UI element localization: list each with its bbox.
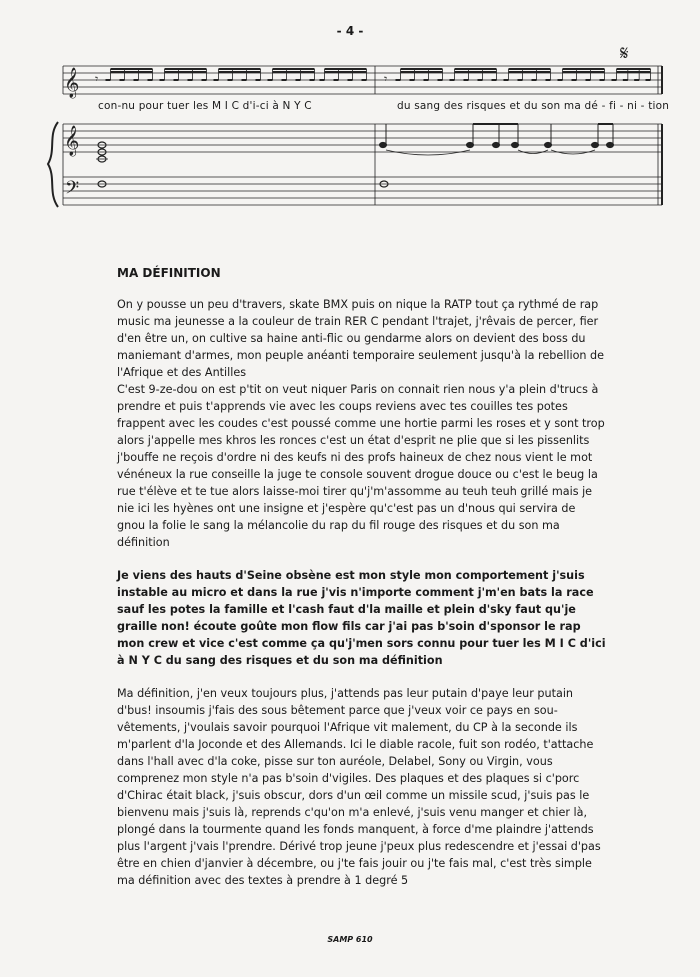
paragraph-verse-1a: On y pousse un peu d'travers, skate BMX puis on nique la RATP tout ça rythmé de rap music ma jeunesse a la couleur de train RER C pendant l'trajet, j'rêvais de percer, fier d'en être un, on cultive sa haine anti-flic ou gendarme alors on devient des boss du maniemant d'armes, mon peuple anéanti temporaire seulement jusqu'à la rebellion de l'Afrique et des Antilles: [117, 298, 605, 379]
bass-clef-icon: 𝄢: [65, 178, 80, 203]
svg-text:𝄾: 𝄾: [384, 72, 388, 86]
piano-brace: [48, 122, 58, 207]
lyrics-measure-2: du sang des risques et du son ma dé - fi - ni - tion: [397, 100, 670, 112]
segno-icon: 𝄋: [620, 41, 629, 65]
treble-clef-icon: 𝄞: [64, 68, 80, 98]
piano-bass-staff: [63, 177, 662, 205]
svg-text:𝄾: 𝄾: [95, 72, 99, 86]
music-score: [0, 0, 700, 260]
treble-melody: [380, 124, 614, 155]
lyrics-content: [117, 266, 607, 905]
treble-clef-icon: 𝄞: [64, 126, 80, 156]
section-title: MA DÉFINITION: [117, 266, 221, 280]
footer-code: SAMP 610: [327, 935, 373, 944]
piano-treble-staff: [63, 124, 662, 152]
paragraph-verse-2: Ma définition, j'en veux toujours plus, j'attends pas leur putain d'paye leur putain d'bus! insoumis j'fais des sous bêtement parce que j'veux voir ce pays en sou-vêtements, j'voulais savoir pourquoi l'Afrique vit malement, du CP à la seconde ils m'parlent d'la Joconde et des Allemands. Ici le diable racole, fuit son rodéo, t'attache dans l'hall avec d'la coke, pisse sur ton auréole, Delabel, Sony ou Virgin, vous comprenez mon style n'a pas b'soin d'vigiles. Des plaques et des plaques si c'porc d'Chirac était black, j'suis obscur, dors d'un œil comme un missile scud, j'suis pas le bienvenu mais j'suis là, reprends c'qu'on m'a enlevé, j'suis venu manger et chier là, plongé dans la tourmente quand les fonds manquent, à force d'me plaindre j'attends plus l'argent j'vais l'prendre. Dérivé trop jeune j'peux plus redescendre et j'essai d'pas être en chien d'janvier à décembre, ou j'te fais jouir ou j'te fais mal, c'est très simple ma définition avec des textes à prendre à 1 degré 5: [117, 687, 601, 887]
lyrics-measure-1: con-nu pour tuer les M I C d'i-ci à N Y C: [98, 100, 312, 112]
paragraph-chorus: Je viens des hauts d'Seine obsène est mon style mon comportement j'suis instable au micro et dans la rue j'vis n'importe comment j'm'en bats la race sauf les potes la famille et l'cash faut d'la maille et plein d'sky faut qu'je graille non! écoute goûte mon flow fils car j'ai pas b'soin d'sponsor le rap mon crew et vice c'est comme ça qu'j'men sors connu pour tuer les M I C d'ici à N Y C du sang des risques et du son ma définition: [117, 569, 606, 667]
paragraph-verse-1b: C'est 9-ze-dou on est p'tit on veut niquer Paris on connait rien nous y'a plein d'trucs à prendre et puis t'apprends vie avec les coups reviens avec tes couilles tes potes frappent avec les coudes c'est poussé comme une hortie parmi les roses et y sont trop alors j'appelle mes khros les ronces c'est un état d'esprit ne plie que si les pissenlits j'bouffe ne reçois d'ordre ni des keufs ni des profs haineux de chez nous vient le mot vénéneux la rue conseille la juge te console souvent drogue douce ou c'est le beug la rue t'élève et te tue alors laisse-moi tirer qu'j'm'assomme au teuh teuh grillé mais je nie ici les hyènes ont une insigne et j'espère qu'c'est pas un d'nous qui servira de gnou la folie le sang la mélancolie du rap du fil rouge des risques et du son ma définition: [117, 383, 605, 549]
page-number: - 4 -: [336, 24, 364, 38]
